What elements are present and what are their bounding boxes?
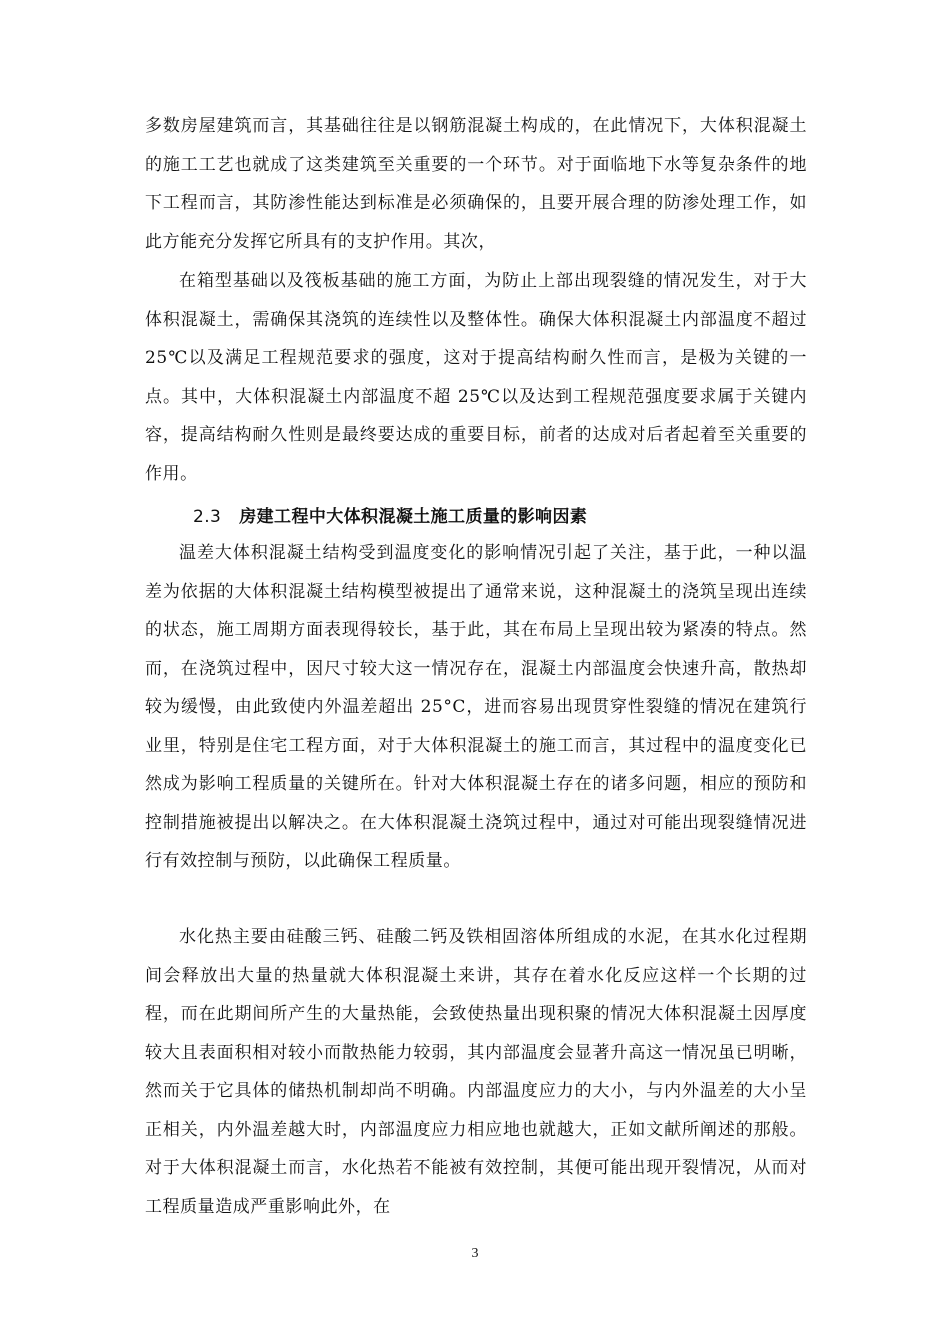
body-paragraph: 温差大体积混凝土结构受到温度变化的影响情况引起了关注，基于此，一种以温差为依据的大体积混凝土结构模型被提出了通常来说，这种混凝土的浇筑呈现出连续的状态，施工周期方面表现得较长，基于此，其在布局上呈现出较为紧凑的特点。然而，在浇筑过程中，因尺寸较大这一情况存在，混凝土内部温度会快速升高，散热却较为缓慢，由此致使内外温差超出 25°C，进而容易出现贯穿性裂缝的情况在建筑行业里，特别是住宅工程方面，对于大体积混凝土的施工而言，其过程中的温度变化已然成为影响工程质量的关键所在。针对大体积混凝土存在的诸多问题，相应的预防和控制措施被提出以解决之。在大体积混凝土浇筑过程中，通过对可能出现裂缝情况进行有效控制与预防，以此确保工程质量。 xyxy=(145,543,807,871)
body-paragraph: 水化热主要由硅酸三钙、硅酸二钙及铁相固溶体所组成的水泥，在其水化过程期间会释放出大量的热量就大体积混凝土来讲，其存在着水化反应这样一个长期的过程，而在此期间所产生的大量热能，会致使热量出现积聚的情况大体积混凝土因厚度较大且表面积相对较小而散热能力较弱，其内部温度会显著升高这一情况虽已明晰，然而关于它具体的储热机制却尚不明确。内部温度应力的大小，与内外温差的大小呈正相关，内外温差越大时，内部温度应力相应地也就越大，正如文献所阐述的那般。对于大体积混凝土而言，水化热若不能被有效控制，其便可能出现开裂情况，从而对工程质量造成严重影响此外，在 xyxy=(145,927,807,1217)
body-paragraph: 在箱型基础以及筏板基础的施工方面，为防止上部出现裂缝的情况发生，对于大体积混凝土，需确保其浇筑的连续性以及整体性。确保大体积混凝土内部温度不超过 25℃以及满足工程规范要求的强度，这对于提高结构耐久性而言，是极为关键的一点。其中，大体积混凝土内部温度不超 25℃以及达到工程规范强度要求属于关键内容，提高结构耐久性则是最终要达成的重要目标，前者的达成对后者起着至关重要的作用。 xyxy=(145,271,807,484)
body-paragraph: 多数房屋建筑而言，其基础往往是以钢筋混凝土构成的，在此情况下，大体积混凝土的施工工艺也就成了这类建筑至关重要的一个环节。对于面临地下水等复杂条件的地下工程而言，其防渗性能达到标准是必须确保的，且要开展合理的防渗处理工作，如此方能充分发挥它所具有的支护作用。其次， xyxy=(145,116,807,252)
section-heading xyxy=(193,500,587,534)
section-number: 2.3 xyxy=(193,507,222,527)
section-title: 房建工程中大体积混凝土施工质量的影响因素 xyxy=(239,507,588,527)
page-number: 3 xyxy=(471,1246,479,1261)
